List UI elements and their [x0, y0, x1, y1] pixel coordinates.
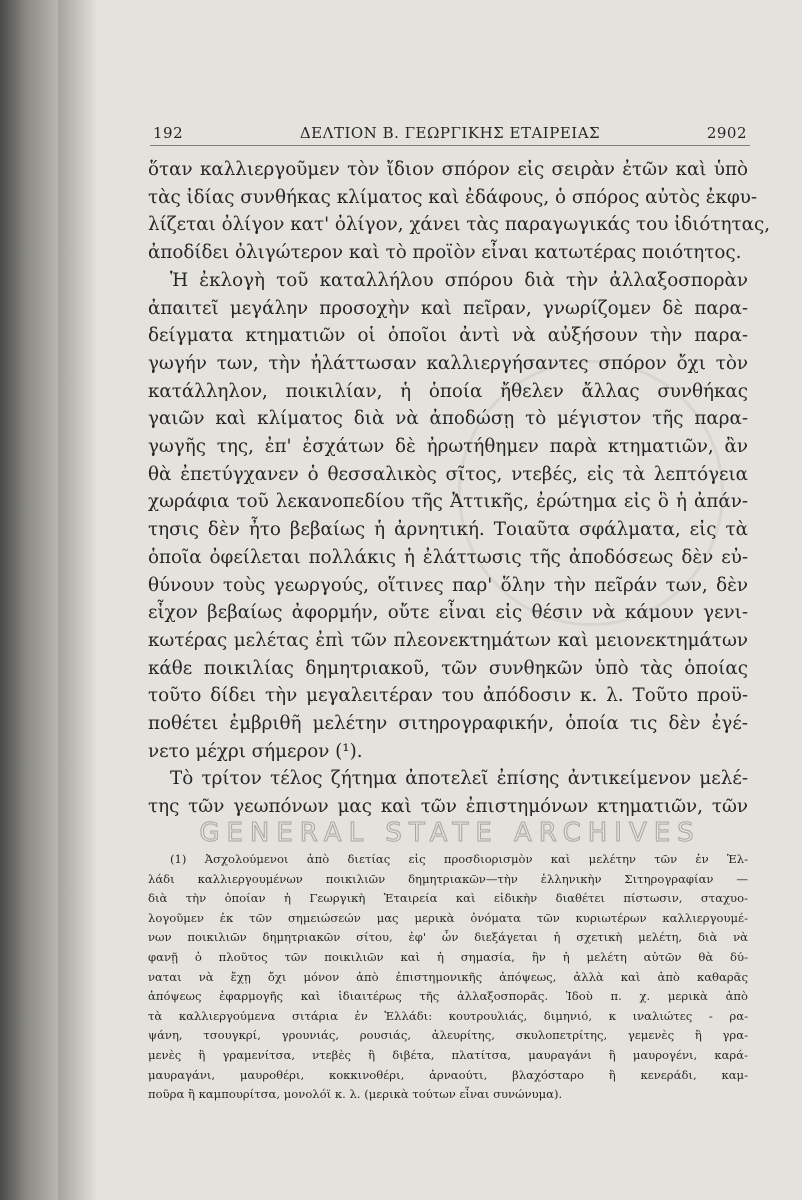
body-line: χωράφια τοῦ λεκανοπεδίου τῆς Ἀττικῆς, ἐρώτημα εἰς ὃ ἡ ἀπάν-	[148, 491, 748, 513]
body-line: ὅταν καλλιεργοῦμεν τὸν ἴδιον σπόρον εἰς σειρὰν ἐτῶν καὶ ὑπὸ	[148, 159, 748, 180]
body-line: τὰς ἰδίας συνθήκας κλίματος καὶ ἐδάφους, ὁ σπόρος αὐτὸς ἐκφυ-	[148, 186, 758, 208]
body-line: δείγματα κτηματιῶν οἱ ὁποῖοι ἀντὶ νὰ αὐξήσουν τὴν παρα-	[148, 325, 748, 347]
body-line: τοῦτο δίδει τὴν μεγαλειτέραν του ἀπόδοσιν κ. λ. Τοῦτο προϋ-	[148, 685, 748, 707]
footnote-line: μενὲς ἢ γραμενίτσα, ντεβὲς ἢ διβέτα, πλατίτσα, μαυραγάνι ἢ μαυρογένι, καρά-	[148, 1047, 748, 1062]
footnote-line: ψάνη, τσουγκρί, γρουνιάς, ρουσιάς, ἀλευρίτης, σκυλοπετρίτης, γεμενὲς ἢ γρα-	[148, 1028, 748, 1043]
body-line: Τὸ τρίτον τέλος ζήτημα ἀποτελεῖ ἐπίσης ἀντικείμενον μελέ-	[170, 768, 748, 790]
footnote-line: νων ποικιλιῶν δημητριακῶν σίτου, ἐφ' ὧν διεξάγεται ἡ σχετικὴ μελέτη, διὰ νὰ	[148, 930, 748, 945]
footnote-line: λάδι καλλιεργουμένων ποικιλιῶν δημητριακῶν—τὴν ἑλληνικὴν Σιτηρογραφίαν —	[148, 871, 748, 886]
book-page	[58, 0, 802, 1200]
running-title: ΔΕΛΤΙΟΝ Β. ΓΕΩΡΓΙΚΗΣ ΕΤΑΙΡΕΙΑΣ	[299, 124, 601, 142]
footnote-line: λογοῦμεν ἐκ τῶν σημειώσεών μας μερικὰ ὀνόματα τῶν κυριωτέρων καλλιεργουμέ-	[148, 910, 748, 925]
body-line: τησις δὲν ἦτο βεβαίως ἡ ἀρνητική. Τοιαῦτα σφάλματα, εἰς τὰ	[148, 519, 748, 541]
running-header	[153, 124, 747, 146]
body-line: κάθε ποικιλίας δημητριακοῦ, τῶν συνθηκῶν ὑπὸ τὰς ὁποίας	[148, 657, 748, 679]
body-line: ὁποῖα ὀφείλεται πολλάκις ἡ ἐλάττωσις τῆς ἀποδόσεως δὲν εὐ-	[148, 546, 748, 568]
body-line: Ἡ ἐκλογὴ τοῦ καταλλήλου σπόρου διὰ τὴν ἀλλαξοσπορὰν	[170, 269, 748, 291]
body-line: κωτέρας μελέτας ἐπὶ τῶν πλεονεκτημάτων καὶ μειονεκτημάτων	[148, 629, 748, 651]
body-line: ποθέτει ἐμβριθῆ μελέτην σιτηρογραφικήν, ὁποία τις δὲν ἐγέ-	[148, 713, 748, 735]
book-binding-edge	[0, 0, 58, 1200]
body-line: ἀποδίδει ὀλιγώτερον καὶ τὸ προϊὸν εἶναι κατωτέρας ποιότητος.	[148, 242, 742, 264]
body-line: γωγῆς της, ἐπ' ἐσχάτων δὲ ἠρωτήθημεν παρὰ κτηματιῶν, ἂν	[148, 436, 748, 458]
page-number: 192	[153, 124, 184, 142]
body-line: θύνουν τοὺς γεωργούς, οἵτινες παρ' ὅλην τὴν πεῖράν των, δὲν	[148, 574, 748, 596]
header-year: 2902	[706, 124, 747, 142]
footnote-line: φανῇ ὁ πλοῦτος τῶν ποικιλιῶν καὶ ἡ σημασία, ἣν ἡ μελέτη αὐτῶν θὰ δύ-	[148, 949, 748, 964]
body-line: εἶχον βεβαίως ἀφορμήν, οὔτε εἶναι εἰς θέσιν νὰ κάμουν γενι-	[148, 602, 748, 624]
footnote-line: (1) Ἀσχολούμενοι ἀπὸ διετίας εἰς προσδιορισμὸν καὶ μελέτην τῶν ἐν Ἑλ-	[170, 852, 748, 866]
footnote-line: διὰ τὴν ὁποίαν ἡ Γεωργικὴ Ἑταιρεία καὶ εἰδικὴν διαθέτει πίστωσιν, σταχυο-	[148, 891, 748, 906]
body-line: θὰ ἐπετύγχανεν ὁ θεσσαλικὸς σῖτος, ντεβές, εἰς τὰ λεπτόγεια	[148, 463, 748, 485]
footnote	[148, 850, 748, 1105]
footnote-line: τὰ καλλιεργούμενα σιτάρια ἐν Ἑλλάδι: κουτρουλιάς, διμηνιό, κ ιναλιώτες - ρα-	[148, 1008, 748, 1023]
body-line: κατάλληλον, ποικιλίαν, ἡ ὁποία ἤθελεν ἄλλας συνθήκας	[148, 380, 748, 402]
header-rule	[150, 145, 750, 146]
body-line: γαιῶν καὶ κλίματος διὰ νὰ ἀποδώσῃ τὸ μέγιστον τῆς παρα-	[148, 408, 748, 430]
gutter-shadow	[58, 0, 98, 1200]
footnote-line: ναται νὰ ἔχῃ ὄχι μόνον ἀπὸ ἐπιστημονικῆς ἀπόψεως, ἀλλὰ καὶ ἀπὸ καθαρᾶς	[148, 969, 748, 984]
body-line: της τῶν γεωπόνων μας καὶ τῶν ἐπιστημόνων κτηματιῶν, τῶν	[148, 796, 748, 818]
archive-stamp: GENERAL STATE ARCHIVES	[199, 818, 701, 848]
body-line: λίζεται ὀλίγον κατ' ὀλίγον, χάνει τὰς παραγωγικάς του ἰδιότητας,	[148, 214, 770, 236]
body-text	[148, 156, 770, 821]
body-line: ἀπαιτεῖ μεγάλην προσοχὴν καὶ πεῖραν, γνωρίζομεν δὲ παρα-	[148, 297, 748, 319]
footnote-line: μαυραγάνι, μαυροθέρι, κοκκινοθέρι, ἀρναούτι, βλαχόσταρο ἢ κενεράδι, καμ-	[148, 1067, 748, 1082]
footnote-line: ποῦρα ἢ καμπουρίτσα, μονολόϊ κ. λ. (μερικὰ τούτων εἶναι συνώνυμα).	[148, 1087, 563, 1102]
footnote-line: ἀπόψεως ἐφαρμογῆς καὶ ἰδιαιτέρως τῆς ἀλλαξοσπορᾶς. Ἰδοὺ π. χ. μερικὰ ἀπὸ	[148, 989, 748, 1004]
body-line: νετο μέχρι σήμερον (¹).	[148, 740, 363, 762]
body-line: γωγήν των, τὴν ἠλάττωσαν καλλιεργήσαντες σπόρον ὄχι τὸν	[148, 352, 748, 374]
